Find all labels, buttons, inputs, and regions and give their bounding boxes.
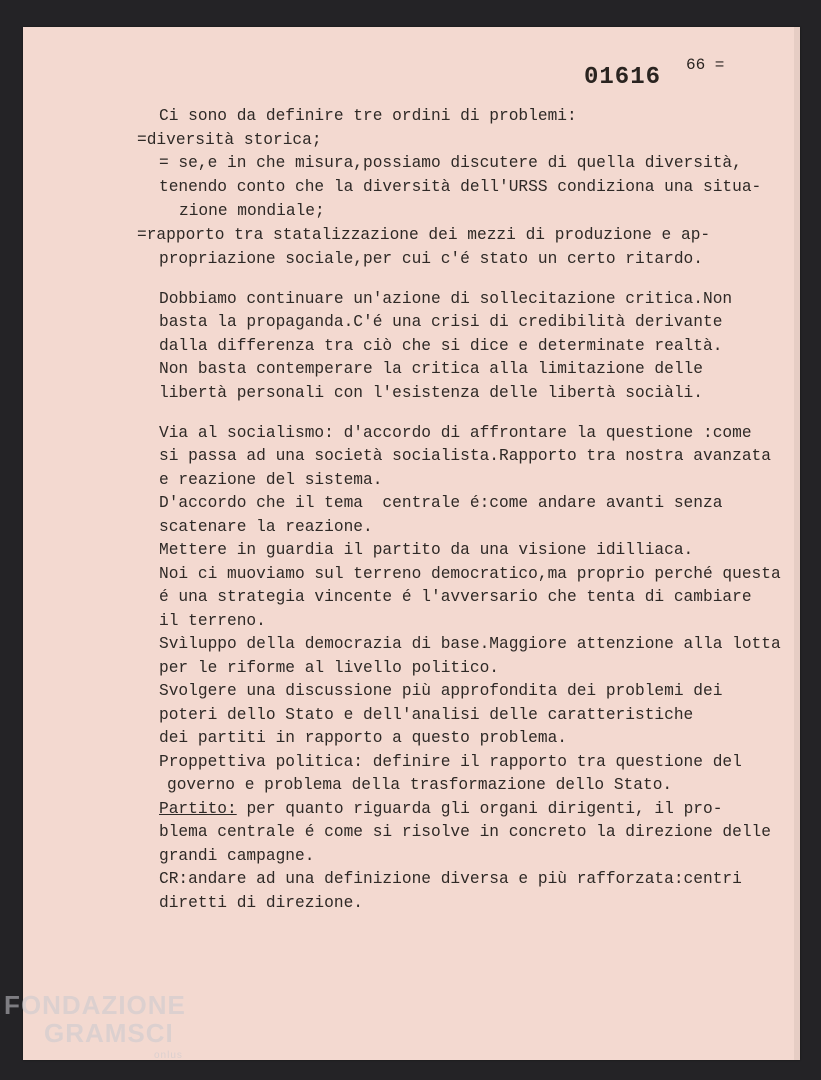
text-line: =diversità storica;: [137, 131, 322, 149]
text-line: dalla differenza tra ciò che si dice e determinate realtà.: [159, 337, 723, 355]
text-line: poteri dello Stato e dell'analisi delle caratteristiche: [159, 706, 694, 724]
text-line: Noi ci muoviamo sul terreno democratico,ma proprio perché questa: [159, 565, 781, 583]
text-line: si passa ad una società socialista.Rapporto tra nostra avanzata: [159, 447, 771, 465]
text-line: grandi campagne.: [159, 847, 315, 865]
text-line: dei partiti in rapporto a questo problema.: [159, 729, 567, 747]
text-line: Via al socialismo: d'accordo di affrontare la questione :come: [159, 424, 752, 442]
watermark-line2: GRAMSCI: [44, 1018, 174, 1048]
text-line: scatenare la reazione.: [159, 518, 373, 536]
text-line: Svìluppo della democrazia di base.Maggiore attenzione alla lotta: [159, 635, 781, 653]
text-line: Non basta contemperare la critica alla limitazione delle: [159, 360, 703, 378]
watermark-line1: FONDAZIONE: [4, 990, 186, 1020]
text-line: libertà personali con l'esistenza delle libertà sociàli.: [159, 384, 703, 402]
text-line: e reazione del sistema.: [159, 471, 383, 489]
text-line: =rapporto tra statalizzazione dei mezzi di produzione e ap-: [137, 226, 711, 244]
text-line: CR:andare ad una definizione diversa e più rafforzata:centri: [159, 870, 742, 888]
text-line: blema centrale é come si risolve in concreto la direzione delle: [159, 823, 771, 841]
text-line: é una strategia vincente é l'avversario che tenta di cambiare: [159, 588, 752, 606]
text-line: per le riforme al livello politico.: [159, 659, 499, 677]
text-line: Proppettiva politica: definire il rapporto tra questione del: [159, 753, 742, 771]
page-number: 66 =: [686, 56, 725, 74]
text-line: Svolgere una discussione più approfondita dei problemi dei: [159, 682, 723, 700]
partito-text: per quanto riguarda gli organi dirigenti, il pro-: [246, 800, 723, 818]
text-line: Dobbiamo continuare un'azione di sollecitazione critica.Non: [159, 290, 733, 308]
partito-heading: Partito:: [159, 800, 237, 818]
text-line: diretti di direzione.: [159, 894, 363, 912]
archive-stamp-number: 01616: [584, 64, 662, 91]
text-line: zione mondiale;: [179, 202, 325, 220]
text-line: basta la propaganda.C'é una crisi di credibilità derivante: [159, 313, 723, 331]
text-line: Ci sono da definire tre ordini di problemi:: [159, 107, 577, 125]
paper-edge: [794, 27, 800, 1060]
text-line: governo e problema della trasformazione dello Stato.: [167, 776, 673, 794]
text-line: = se,e in che misura,possiamo discutere di quella diversità,: [159, 154, 742, 172]
fondazione-gramsci-watermark: [4, 990, 214, 1070]
text-line: D'accordo che il tema centrale é:come andare avanti senza: [159, 494, 723, 512]
text-line: Mettere in guardia il partito da una visione idilliaca.: [159, 541, 694, 559]
text-line: propriazione sociale,per cui c'é stato un certo ritardo.: [159, 250, 703, 268]
text-line-partito: [159, 799, 722, 819]
watermark-line3: onlus: [154, 1050, 183, 1061]
text-line: il terreno.: [159, 612, 266, 630]
text-line: tenendo conto che la diversità dell'URSS condiziona una situa-: [159, 178, 762, 196]
